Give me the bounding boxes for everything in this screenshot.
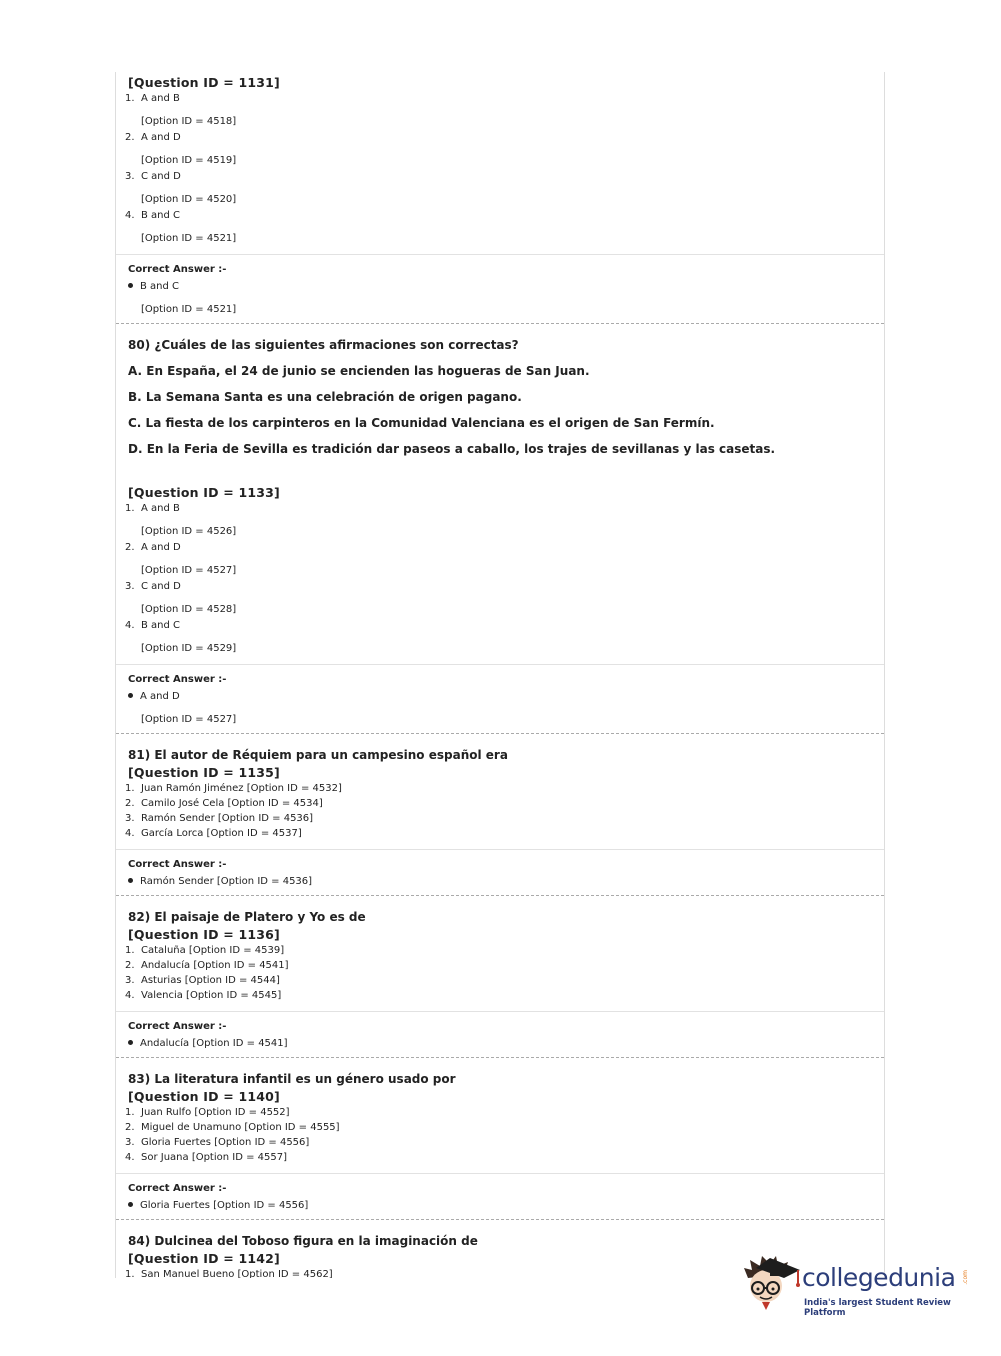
option-item: 4. B and C [125,210,181,221]
option-item: 1. A and B [125,503,180,514]
correct-option-id: [Option ID = 4521] [141,304,237,315]
correct-answer-value: A and D [128,689,884,704]
question-id: [Question ID = 1140] [128,1089,280,1104]
correct-answer [116,665,884,727]
option-id: [Option ID = 4521] [141,233,237,244]
bullet-icon [128,878,133,883]
option-item: 3. Ramón Sender [Option ID = 4536] [125,813,314,824]
bullet-icon [128,1040,133,1045]
question-title: 81) El autor de Réquiem para un campesino español era [128,748,508,762]
option-item: 4. Sor Juana [Option ID = 4557] [125,1152,288,1163]
option-list [125,130,884,145]
option-list [125,501,884,516]
logo-brand: collegedunia [802,1263,956,1292]
question-title: 82) El paisaje de Platero y Yo es de [128,910,366,924]
option-id: [Option ID = 4519] [141,155,237,166]
option-item: 4. García Lorca [Option ID = 4537] [125,828,302,839]
option-item: 1. Cataluña [Option ID = 4539] [125,945,285,956]
question-82 [116,908,884,1003]
option-item: 2. Miguel de Unamuno [Option ID = 4555] [125,1122,340,1133]
option-id: [Option ID = 4520] [141,194,237,205]
option-item: 4. B and C [125,620,181,631]
correct-answer-label: Correct Answer :- [128,674,227,685]
correct-answer-value: Andalucía [Option ID = 4541] [128,1036,884,1051]
option-list [125,1105,884,1165]
question-separator [116,1057,884,1058]
correct-answer [116,850,884,889]
correct-answer-value: B and C [128,279,884,294]
question-separator [116,323,884,324]
option-list [125,579,884,594]
option-item: 3. C and D [125,171,181,182]
question-separator [116,1219,884,1220]
question-title: 84) Dulcinea del Toboso figura en la imaginación de [128,1234,478,1248]
option-item: 3. C and D [125,581,181,592]
option-item: 4. Valencia [Option ID = 4545] [125,990,282,1001]
option-item: 1. Juan Rulfo [Option ID = 4552] [125,1107,290,1118]
bullet-icon [128,693,133,698]
question-id: [Question ID = 1133] [128,485,280,500]
option-item: 2. A and D [125,132,181,143]
statement-b: B. La Semana Santa es una celebración de origen pagano. [128,390,522,404]
option-list [125,540,884,555]
correct-answer-value: Ramón Sender [Option ID = 4536] [128,874,884,889]
mascot-icon [740,1248,802,1310]
correct-option-id: [Option ID = 4527] [141,714,237,725]
question-separator [116,733,884,734]
correct-answer-label: Correct Answer :- [128,1183,227,1194]
question-id: [Question ID = 1142] [128,1251,280,1266]
option-id: [Option ID = 4528] [141,604,237,615]
option-id: [Option ID = 4518] [141,116,237,127]
statement-c: C. La fiesta de los carpinteros en la Comunidad Valenciana es el origen de San Fermín. [128,416,715,430]
question-80 [116,336,884,656]
question-id: [Question ID = 1131] [128,75,280,90]
option-id: [Option ID = 4527] [141,565,237,576]
statement-a: A. En España, el 24 de junio se encienden las hogueras de San Juan. [128,364,590,378]
option-list [125,618,884,633]
option-list [125,781,884,841]
question-id: [Question ID = 1135] [128,765,280,780]
option-list [125,91,884,106]
option-item: 3. Gloria Fuertes [Option ID = 4556] [125,1137,310,1148]
question-title: 83) La literatura infantil es un género usado por [128,1072,456,1086]
logo-tagline: India's largest Student Review Platform [804,1298,951,1318]
option-item: 1. A and B [125,93,180,104]
bullet-icon [128,1202,133,1207]
question-title: 80) ¿Cuáles de las siguientes afirmaciones son correctas? [128,338,519,352]
option-id: [Option ID = 4526] [141,526,237,537]
option-item: 1. San Manuel Bueno [Option ID = 4562] [125,1269,333,1278]
question-id: [Question ID = 1136] [128,927,280,942]
logo-dotcom: .com [962,1270,969,1285]
option-id: [Option ID = 4529] [141,643,237,654]
question-separator [116,895,884,896]
correct-answer-label: Correct Answer :- [128,264,227,275]
statement-d: D. En la Feria de Sevilla es tradición dar paseos a caballo, los trajes de sevillanas y las casetas. [128,442,776,456]
option-list [125,208,884,223]
question-81 [116,746,884,841]
option-item: 2. Andalucía [Option ID = 4541] [125,960,289,971]
bullet-icon [128,283,133,288]
option-item: 1. Juan Ramón Jiménez [Option ID = 4532] [125,783,342,794]
correct-answer [116,255,884,317]
correct-answer-value: Gloria Fuertes [Option ID = 4556] [128,1198,884,1213]
question-83 [116,1070,884,1165]
correct-answer [116,1174,884,1213]
correct-answer-label: Correct Answer :- [128,859,227,870]
question-paper [115,72,885,1278]
option-list [125,943,884,1003]
correct-answer-label: Correct Answer :- [128,1021,227,1032]
option-item: 2. Camilo José Cela [Option ID = 4534] [125,798,323,809]
correct-answer [116,1012,884,1051]
option-list [125,169,884,184]
question-79-tail [116,72,884,246]
option-item: 2. A and D [125,542,181,553]
collegedunia-logo [740,1248,980,1318]
option-item: 3. Asturias [Option ID = 4544] [125,975,280,986]
